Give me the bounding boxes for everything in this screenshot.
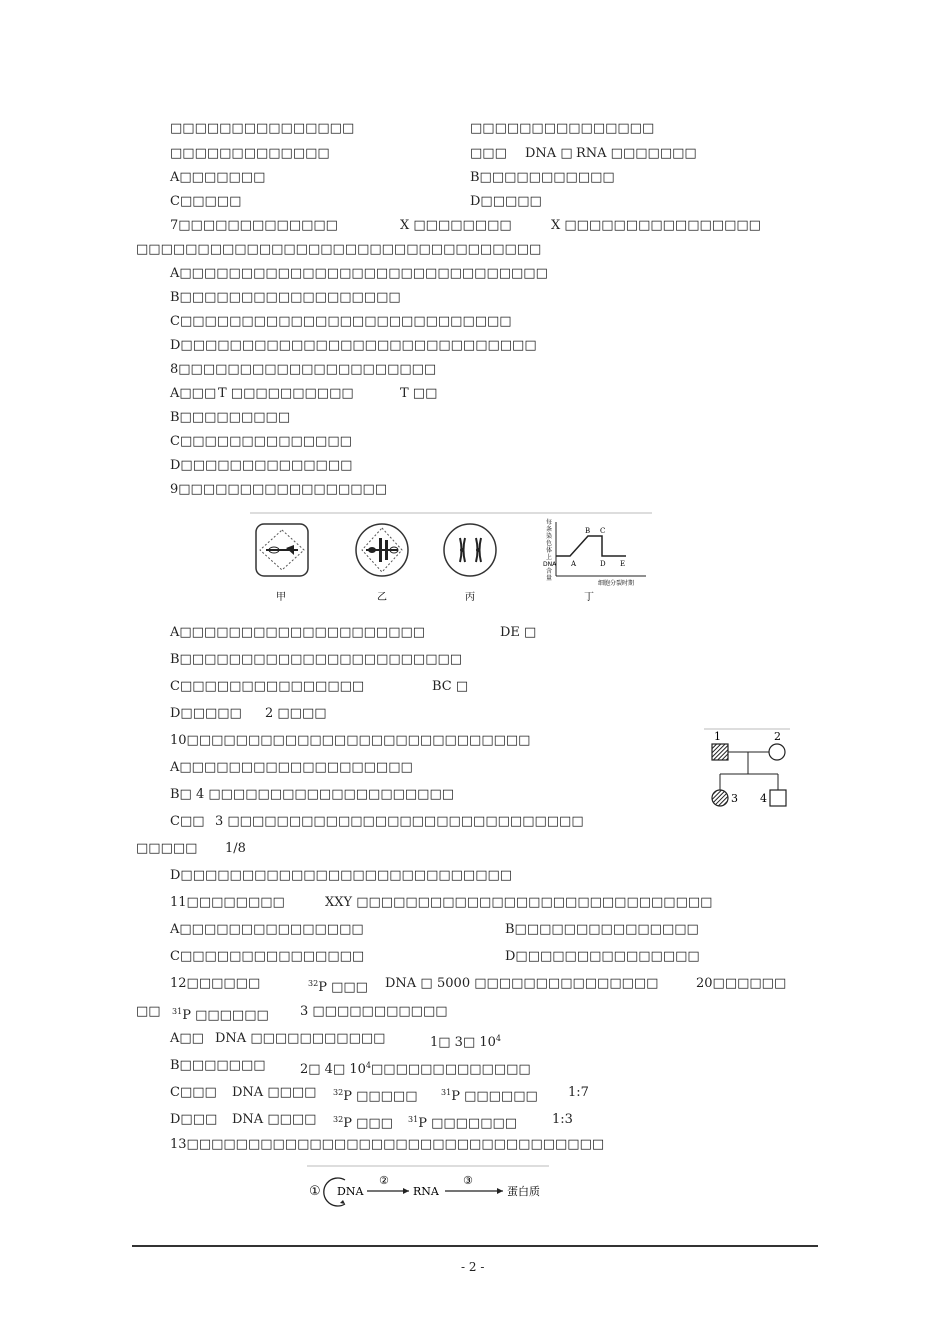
text-line: RNA □□□□□□□ xyxy=(576,146,697,161)
option-line: A□□□□□□□ xyxy=(170,170,266,185)
figure-13-central-dogma xyxy=(305,1164,551,1210)
graph-point: E xyxy=(620,560,626,568)
graph-point: B xyxy=(585,527,591,535)
pedigree-label: 2 xyxy=(774,730,781,743)
option-line: D□□□□□□□□□□□□□□ xyxy=(170,458,353,473)
option-line: B□ 4 □□□□□□□□□□□□□□□□□□□□ xyxy=(170,787,455,802)
question-line: 9□□□□□□□□□□□□□□□□□ xyxy=(170,482,388,497)
question-line: X □□□□□□□□□□□□□□□□ xyxy=(551,218,761,233)
option-line: 1/8 xyxy=(225,841,246,856)
node-label: 蛋白质 xyxy=(507,1185,540,1198)
question-line: 20□□□□□□ xyxy=(696,976,787,991)
option-line: D□□□□□□□□□□□□□□□□□□□□□□□□□□□□□ xyxy=(170,338,537,353)
option-line: DNA □□□□□□□□□□□ xyxy=(215,1031,386,1046)
option-line: 2□ 4□ $10^4□□□□□□□□□□□□□$ xyxy=(300,1061,531,1077)
question-line: □□□□□□□□□□□□□□□□□□□□□□□□□□□□□□□□□ xyxy=(136,242,542,257)
option-line: D□□□□□ xyxy=(170,706,242,721)
option-line: B□□□□□□□□□□□□□□□□□□ xyxy=(170,290,401,305)
footer-rule xyxy=(132,1245,818,1247)
option-line: D□□□□□ xyxy=(470,194,542,209)
option-line: $^{31}$P □□□□□□ xyxy=(441,1088,538,1104)
graph-xlabel: 细胞分裂时期 xyxy=(598,580,635,587)
option-line: B□□□□□□□□□□□□□□□□□□□□□□□ xyxy=(170,652,463,667)
question-line: 13□□□□□□□□□□□□□□□□□□□□□□□□□□□□□□□□□□ xyxy=(170,1137,605,1152)
question-line: $^{31}$P □□□□□□ xyxy=(172,1007,269,1023)
option-line: A□□□□□□□□□□□□□□□□□□□□ xyxy=(170,625,426,640)
node-label: RNA xyxy=(413,1185,439,1198)
option-line: A□□□□□□□□□□□□□□□□□□□ xyxy=(170,760,413,775)
pedigree-label: 3 xyxy=(731,792,738,805)
step-label: ② xyxy=(379,1174,389,1187)
question-line: X □□□□□□□□ xyxy=(400,218,512,233)
figure-label: 丙 xyxy=(465,592,475,603)
pedigree-chart xyxy=(700,726,792,814)
question-line: □□ xyxy=(136,1004,161,1019)
option-line: T □□ xyxy=(400,386,438,401)
question-line: $^{32}$P □□□ xyxy=(308,979,368,995)
figure-label: 丁 xyxy=(584,592,594,603)
option-line: D□□□□□□□□□□□□□□□□□□□□□□□□□□□ xyxy=(170,868,513,883)
question-line: DNA □ xyxy=(385,976,433,991)
figure-9-cell-division xyxy=(248,510,654,606)
option-line: A□□ xyxy=(170,1031,204,1046)
page-number: - 2 - xyxy=(461,1260,485,1274)
pedigree-label: 1 xyxy=(714,730,721,743)
graph-point: C xyxy=(600,527,606,535)
question-line: 8□□□□□□□□□□□□□□□□□□□□□ xyxy=(170,362,437,377)
option-line: D□□□ xyxy=(170,1112,218,1127)
option-line: A□□□ xyxy=(170,386,217,401)
option-line: 1:7 xyxy=(568,1085,589,1100)
option-line: 1:3 xyxy=(552,1112,573,1127)
option-line: $^{32}$P □□□ xyxy=(333,1115,393,1131)
option-line: C□□□□□□□□□□□□□□□ xyxy=(170,679,365,694)
option-line: C□□□□□□□□□□□□□□□ xyxy=(170,949,365,964)
option-line: $^{32}$P □□□□□ xyxy=(333,1088,418,1104)
option-line: $^{31}$P □□□□□□□ xyxy=(408,1115,518,1131)
node-label: DNA xyxy=(337,1185,364,1198)
option-line: □□□□□ xyxy=(136,841,198,856)
question-line: 12□□□□□□ xyxy=(170,976,261,991)
text-line: □□□□□□□□□□□□□□□ xyxy=(470,121,655,136)
figure-label: 甲 xyxy=(276,592,286,603)
option-line: B□□□□□□□□□ xyxy=(170,410,291,425)
graph-ylabel: 每 条 染 色 体 上 DNA 含 量 xyxy=(543,519,557,582)
option-line: B□□□□□□□ xyxy=(170,1058,266,1073)
text-line: □□□ xyxy=(470,146,507,161)
option-line: DE □ xyxy=(500,625,537,640)
option-line: C□□□□□□□□□□□□□□□□□□□□□□□□□□□ xyxy=(170,314,512,329)
option-line: 1□ 3□ $10^4$ xyxy=(430,1034,502,1050)
graph-point: A xyxy=(571,560,577,568)
option-line: A□□□□□□□□□□□□□□□□□□□□□□□□□□□□□□ xyxy=(170,266,548,281)
option-line: C□□ xyxy=(170,814,205,829)
text-line: □□□□□□□□□□□□□□□ xyxy=(170,121,355,136)
option-line: C□□□ xyxy=(170,1085,217,1100)
option-line: DNA □□□□ xyxy=(232,1085,317,1100)
option-line: D□□□□□□□□□□□□□□□ xyxy=(505,949,700,964)
text-line: DNA □ xyxy=(525,146,573,161)
question-line: 5000 □□□□□□□□□□□□□□□ xyxy=(437,976,659,991)
question-line: 10□□□□□□□□□□□□□□□□□□□□□□□□□□□□ xyxy=(170,733,531,748)
option-line: B□□□□□□□□□□□□□□□ xyxy=(505,922,699,937)
option-line: 2 □□□□ xyxy=(265,706,327,721)
option-line: BC □ xyxy=(432,679,469,694)
option-line: B□□□□□□□□□□□ xyxy=(470,170,615,185)
option-line: DNA □□□□ xyxy=(232,1112,317,1127)
question-line: 3 □□□□□□□□□□□ xyxy=(300,1004,448,1019)
question-line: 7□□□□□□□□□□□□□ xyxy=(170,218,338,233)
step-label: ① xyxy=(309,1184,321,1199)
option-line: A□□□□□□□□□□□□□□□ xyxy=(170,922,364,937)
option-line: 3 □□□□□□□□□□□□□□□□□□□□□□□□□□□□□ xyxy=(215,814,584,829)
question-line: XXY □□□□□□□□□□□□□□□□□□□□□□□□□□□□□ xyxy=(325,895,713,910)
pedigree-label: 4 xyxy=(760,792,767,805)
option-line: C□□□□□ xyxy=(170,194,242,209)
option-line: T □□□□□□□□□□ xyxy=(218,386,354,401)
step-label: ③ xyxy=(463,1174,473,1187)
graph-point: D xyxy=(600,560,606,568)
question-line: 11□□□□□□□□ xyxy=(170,895,285,910)
option-line: C□□□□□□□□□□□□□□ xyxy=(170,434,352,449)
figure-label: 乙 xyxy=(377,592,387,603)
text-line: □□□□□□□□□□□□□ xyxy=(170,146,330,161)
